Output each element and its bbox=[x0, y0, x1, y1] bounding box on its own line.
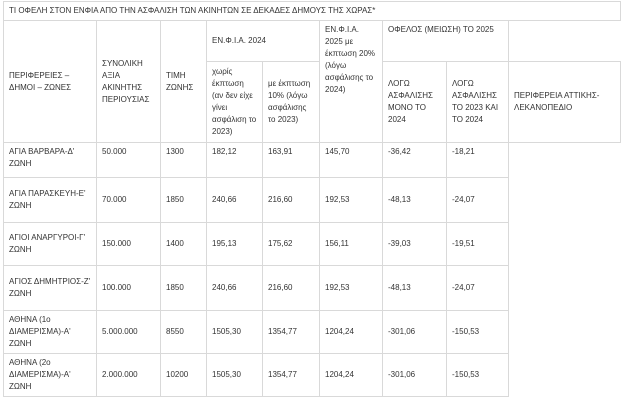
cell-enfia-2025: 1204,24 bbox=[320, 311, 383, 354]
cell-benefit-2024-only: -39,03 bbox=[383, 223, 447, 266]
cell-benefit-2023-2024: -19,51 bbox=[447, 223, 509, 266]
cell-zone-price: 1850 bbox=[161, 178, 207, 223]
cell-enfia-2025: 145,70 bbox=[320, 143, 383, 178]
cell-enfia-2024-discount: 175,62 bbox=[263, 223, 320, 266]
cell-region: ΑΘΗΝΑ (1ο ΔΙΑΜΕΡΙΣΜΑ)-Α' ΖΩΝΗ bbox=[4, 311, 97, 354]
cell-zone-price: 1850 bbox=[161, 266, 207, 311]
cell-benefit-2023-2024: -150,53 bbox=[447, 311, 509, 354]
cell-total-value: 2.000.000 bbox=[97, 354, 161, 397]
cell-enfia-2025: 192,53 bbox=[320, 178, 383, 223]
cell-region: ΑΓΙΑ ΠΑΡΑΣΚΕΥΗ-Ε' ΖΩΝΗ bbox=[4, 178, 97, 223]
header-zone-price: ΤΙΜΗ ΖΩΝΗΣ bbox=[161, 21, 207, 143]
cell-enfia-2024-discount: 216,60 bbox=[263, 266, 320, 311]
header-benefit-2024-only: ΛΟΓΩ ΑΣΦΑΛΙΣΗΣ ΜΟΝΟ ΤΟ 2024 bbox=[383, 62, 447, 143]
title-row bbox=[4, 2, 621, 21]
cell-enfia-2024-discount: 1354,77 bbox=[263, 354, 320, 397]
cell-region: ΑΓΙΑ ΒΑΡΒΑΡΑ-Δ' ΖΩΝΗ bbox=[4, 143, 97, 178]
header-without-discount: χωρίς έκπτωση (αν δεν είχε γίνει ασφάλιση το 2023) bbox=[207, 62, 263, 143]
cell-total-value: 50.000 bbox=[97, 143, 161, 178]
cell-enfia-2024-no-discount: 195,13 bbox=[207, 223, 263, 266]
header-enfia-2024: ΕΝ.Φ.Ι.Α. 2024 bbox=[207, 21, 320, 62]
header-benefit: ΟΦΕΛΟΣ (ΜΕΙΩΣΗ) ΤΟ 2025 bbox=[383, 21, 509, 62]
table-row bbox=[4, 354, 621, 397]
table-row bbox=[4, 178, 621, 223]
header-attica: ΠΕΡΙΦΕΡΕΙΑ ΑΤΤΙΚΗΣ-ΛΕΚΑΝΟΠΕΔΙΟ bbox=[509, 62, 621, 143]
cell-zone-price: 10200 bbox=[161, 354, 207, 397]
cell-region: ΑΓΙΟΙ ΑΝΑΡΓΥΡΟΙ-Γ' ΖΩΝΗ bbox=[4, 223, 97, 266]
cell-enfia-2025: 156,11 bbox=[320, 223, 383, 266]
cell-enfia-2024-no-discount: 1505,30 bbox=[207, 354, 263, 397]
cell-enfia-2024-no-discount: 1505,30 bbox=[207, 311, 263, 354]
header-enfia-2025: ΕΝ.Φ.Ι.Α. 2025 με έκπτωση 20% (λόγω ασφάλισης το 2024) bbox=[320, 21, 383, 143]
cell-benefit-2023-2024: -24,07 bbox=[447, 266, 509, 311]
header-total-value: ΣΥΝΟΛΙΚΗ ΑΞΙΑ ΑΚΙΝΗΤΗΣ ΠΕΡΙΟΥΣΙΑΣ bbox=[97, 21, 161, 143]
cell-enfia-2024-discount: 163,91 bbox=[263, 143, 320, 178]
table-row bbox=[4, 311, 621, 354]
cell-benefit-2023-2024: -150,53 bbox=[447, 354, 509, 397]
header-with-discount: με έκπτωση 10% (λόγω ασφάλισης το 2023) bbox=[263, 62, 320, 143]
cell-enfia-2024-discount: 1354,77 bbox=[263, 311, 320, 354]
header-empty bbox=[509, 21, 621, 62]
header-benefit-2023-2024: ΛΟΓΩ ΑΣΦΑΛΙΣΗΣ ΤΟ 2023 ΚΑΙ ΤΟ 2024 bbox=[447, 62, 509, 143]
cell-benefit-2024-only: -48,13 bbox=[383, 178, 447, 223]
cell-benefit-2023-2024: -24,07 bbox=[447, 178, 509, 223]
table-row bbox=[4, 266, 621, 311]
cell-enfia-2025: 192,53 bbox=[320, 266, 383, 311]
cell-enfia-2025: 1204,24 bbox=[320, 354, 383, 397]
table-row bbox=[4, 223, 621, 266]
cell-benefit-2023-2024: -18,21 bbox=[447, 143, 509, 178]
header-row-1 bbox=[4, 21, 621, 62]
enfia-table bbox=[3, 1, 621, 397]
cell-zone-price: 1300 bbox=[161, 143, 207, 178]
cell-total-value: 100.000 bbox=[97, 266, 161, 311]
cell-enfia-2024-no-discount: 240,66 bbox=[207, 266, 263, 311]
cell-benefit-2024-only: -301,06 bbox=[383, 311, 447, 354]
header-region: ΠΕΡΙΦΕΡΕΙΕΣ – ΔΗΜΟΙ – ΖΩΝΕΣ bbox=[4, 21, 97, 143]
cell-enfia-2024-no-discount: 240,66 bbox=[207, 178, 263, 223]
table-row bbox=[4, 143, 621, 178]
cell-region: ΑΓΙΟΣ ΔΗΜΗΤΡΙΟΣ-Ζ' ΖΩΝΗ bbox=[4, 266, 97, 311]
cell-total-value: 5.000.000 bbox=[97, 311, 161, 354]
cell-benefit-2024-only: -301,06 bbox=[383, 354, 447, 397]
cell-enfia-2024-no-discount: 182,12 bbox=[207, 143, 263, 178]
cell-zone-price: 8550 bbox=[161, 311, 207, 354]
cell-enfia-2024-discount: 216,60 bbox=[263, 178, 320, 223]
table-title: ΤΙ ΟΦΕΛΗ ΣΤΟΝ ΕΝΦΙΑ ΑΠΟ ΤΗΝ ΑΣΦΑΛΙΣΗ ΤΩΝ ΑΚΙΝΗΤΩΝ ΣΕ ΔΕΚΑΔΕΣ ΔΗΜΟΥΣ ΤΗΣ ΧΩΡΑΣ* bbox=[4, 2, 621, 21]
cell-zone-price: 1400 bbox=[161, 223, 207, 266]
cell-total-value: 150.000 bbox=[97, 223, 161, 266]
cell-benefit-2024-only: -48,13 bbox=[383, 266, 447, 311]
cell-benefit-2024-only: -36,42 bbox=[383, 143, 447, 178]
cell-region: ΑΘΗΝΑ (2ο ΔΙΑΜΕΡΙΣΜΑ)-Α' ΖΩΝΗ bbox=[4, 354, 97, 397]
cell-total-value: 70.000 bbox=[97, 178, 161, 223]
